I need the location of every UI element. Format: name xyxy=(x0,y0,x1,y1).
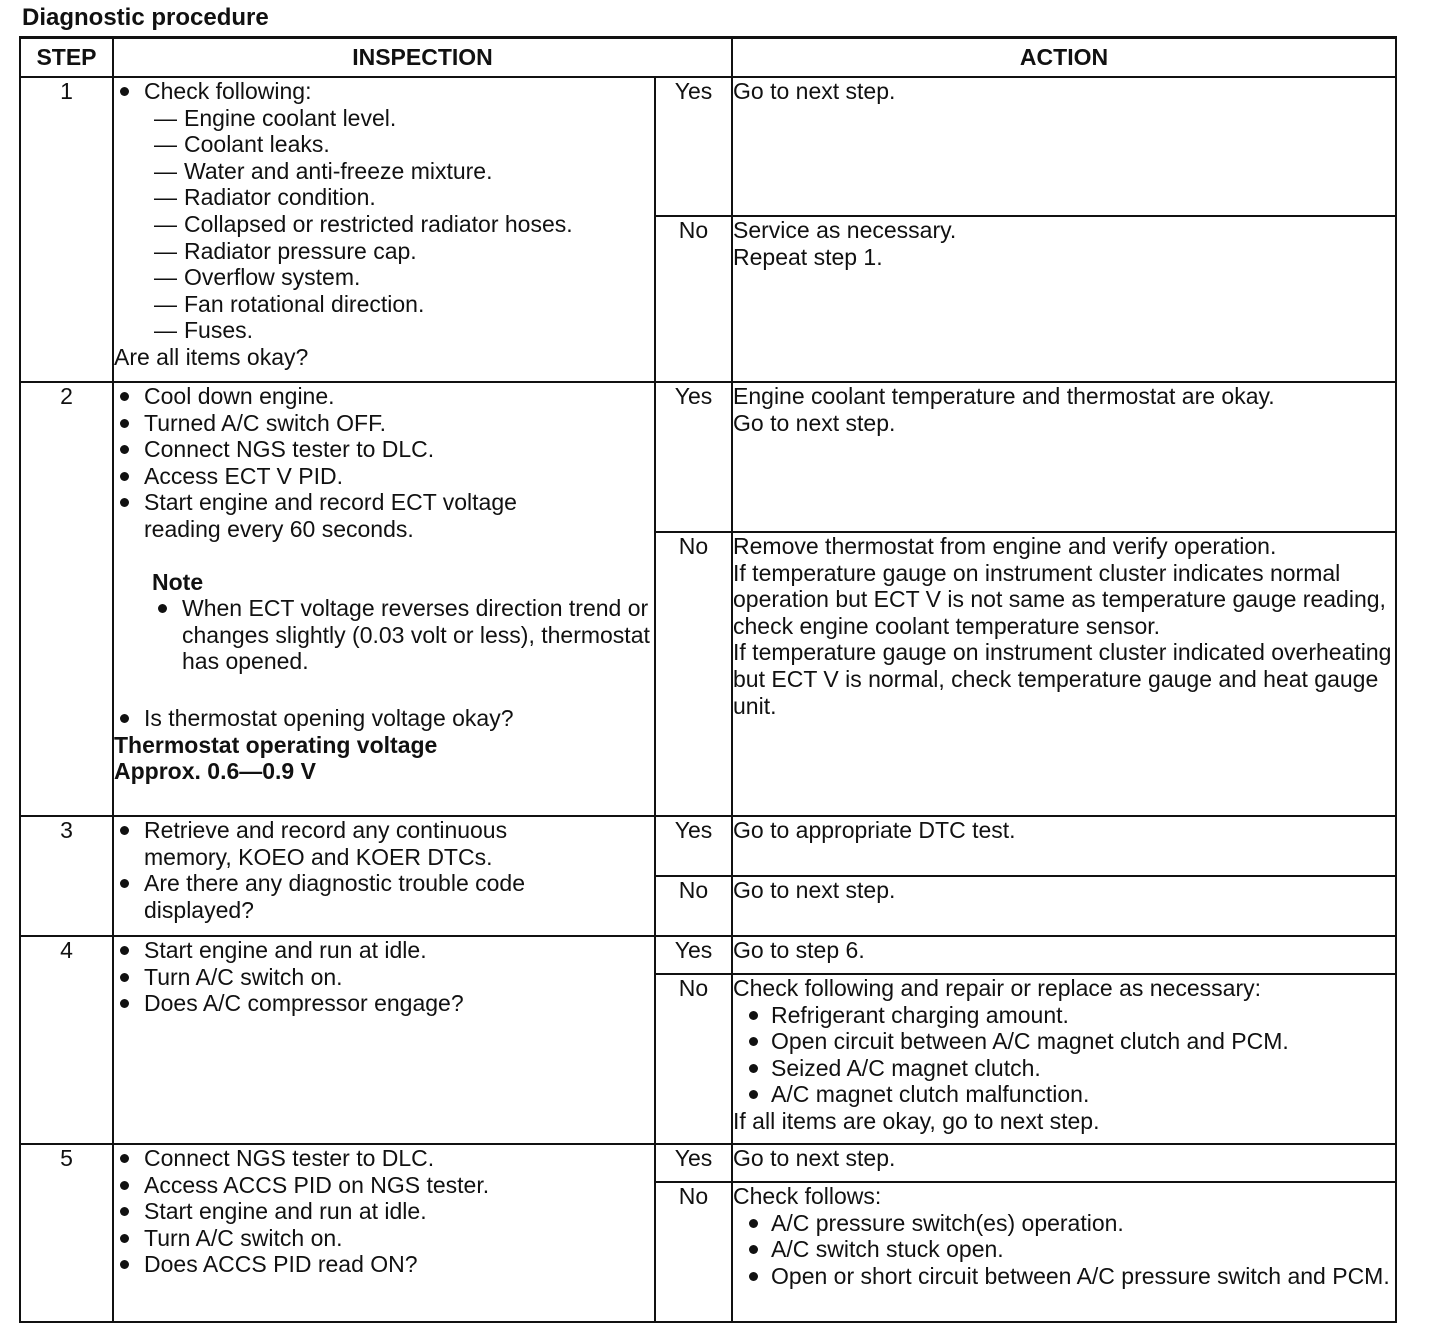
step-number: 3 xyxy=(20,816,113,936)
no-action xyxy=(732,1182,1396,1322)
list-item: Are there any diagnostic trouble code displayed? xyxy=(114,870,654,923)
list-item: Open circuit between A/C magnet clutch and PCM. xyxy=(741,1028,1395,1055)
note-title: Note xyxy=(152,568,204,595)
list-item: Cool down engine. xyxy=(114,383,654,410)
bullet-list xyxy=(114,1145,654,1278)
spec-title: Thermostat operating voltage xyxy=(114,731,438,758)
list-item: Connect NGS tester to DLC. xyxy=(114,436,654,463)
bullet-list xyxy=(114,937,654,1017)
action-line: Check following and repair or replace as necessary: xyxy=(733,975,1262,1001)
note-list xyxy=(152,595,654,675)
list-item: — Engine coolant level. xyxy=(154,105,654,132)
yes-action: Go to next step. xyxy=(732,77,1396,216)
action-line: Remove thermostat from engine and verify operation. xyxy=(733,533,1277,559)
action-line: If temperature gauge on instrument cluster indicates normal operation but ECT V is not same as temperature gauge reading, check engine coolant temperature sensor. xyxy=(733,559,1386,639)
yes-action: Go to step 6. xyxy=(732,936,1396,974)
list-item: Open or short circuit between A/C pressure switch and PCM. xyxy=(741,1263,1395,1290)
yes-label: Yes xyxy=(655,936,732,974)
action-line: Go to next step. xyxy=(733,409,896,436)
step-number: 4 xyxy=(20,936,113,1144)
header-inspection: INSPECTION xyxy=(113,38,732,78)
step-number: 2 xyxy=(20,382,113,816)
list-item: A/C magnet clutch malfunction. xyxy=(741,1081,1395,1108)
list-item: Start engine and record ECT voltage reading every 60 seconds. xyxy=(114,489,654,542)
action-line: Service as necessary. xyxy=(733,217,957,243)
step-number: 1 xyxy=(20,77,113,382)
list-item: — Radiator pressure cap. xyxy=(154,238,654,265)
header-row xyxy=(20,38,1396,78)
list-item: Access ECT V PID. xyxy=(114,463,654,490)
step-1-inspection xyxy=(113,77,655,382)
action-line: If temperature gauge on instrument cluster indicated overheating but ECT V is normal, check temperature gauge and heat gauge unit. xyxy=(733,639,1392,719)
note-item: When ECT voltage reverses direction trend or changes slightly (0.03 volt or less), thermostat has opened. xyxy=(152,595,654,675)
list-item: A/C pressure switch(es) operation. xyxy=(741,1210,1395,1237)
list-item: Start engine and run at idle. xyxy=(114,937,654,964)
bullet-list xyxy=(114,383,654,543)
yes-label: Yes xyxy=(655,77,732,216)
list-item: — Fan rotational direction. xyxy=(154,291,654,318)
no-label: No xyxy=(655,532,732,816)
step-4-inspection xyxy=(113,936,655,1144)
list-item: — Fuses. xyxy=(154,317,654,344)
action-list xyxy=(733,1002,1395,1108)
yes-label: Yes xyxy=(655,1144,732,1182)
action-line: Repeat step 1. xyxy=(733,243,883,270)
step-5-inspection xyxy=(113,1144,655,1322)
question: Is thermostat opening voltage okay? xyxy=(114,705,654,732)
diagnostic-table xyxy=(19,36,1397,1323)
yes-action: Go to appropriate DTC test. xyxy=(732,816,1396,876)
no-label: No xyxy=(655,1182,732,1322)
step-3-inspection xyxy=(113,816,655,936)
list-item: Connect NGS tester to DLC. xyxy=(114,1145,654,1172)
no-label: No xyxy=(655,974,732,1144)
list-item: — Collapsed or restricted radiator hoses. xyxy=(154,211,654,238)
no-action xyxy=(732,974,1396,1144)
spec-value: Approx. 0.6—0.9 V xyxy=(114,758,316,785)
bullet-list xyxy=(114,78,654,105)
action-line: If all items are okay, go to next step. xyxy=(733,1107,1100,1134)
list-item: Turn A/C switch on. xyxy=(114,964,654,991)
list-item: Access ACCS PID on NGS tester. xyxy=(114,1172,654,1199)
list-item: Turn A/C switch on. xyxy=(114,1225,654,1252)
bullet-list xyxy=(114,705,654,732)
step-3-yes-row xyxy=(20,816,1396,876)
list-item: Turned A/C switch OFF. xyxy=(114,410,654,437)
header-step: STEP xyxy=(20,38,113,78)
yes-action xyxy=(732,382,1396,532)
list-item: — Coolant leaks. xyxy=(154,131,654,158)
header-action: ACTION xyxy=(732,38,1396,78)
list-item: Check following: xyxy=(114,78,654,105)
check-list xyxy=(114,105,654,344)
step-number: 5 xyxy=(20,1144,113,1322)
no-label: No xyxy=(655,216,732,382)
action-line: Engine coolant temperature and thermostat are okay. xyxy=(733,383,1275,409)
no-action xyxy=(732,216,1396,382)
no-label: No xyxy=(655,876,732,936)
step-1-yes-row xyxy=(20,77,1396,216)
no-action: Go to next step. xyxy=(732,876,1396,936)
step-4-yes-row xyxy=(20,936,1396,974)
step-2-yes-row xyxy=(20,382,1396,532)
action-line: Check follows: xyxy=(733,1183,882,1209)
no-action xyxy=(732,532,1396,816)
list-item: — Radiator condition. xyxy=(154,184,654,211)
list-item: A/C switch stuck open. xyxy=(741,1236,1395,1263)
list-item: Does ACCS PID read ON? xyxy=(114,1251,654,1278)
yes-action: Go to next step. xyxy=(732,1144,1396,1182)
bullet-list xyxy=(114,817,654,923)
question: Are all items okay? xyxy=(114,343,309,370)
list-item: Start engine and run at idle. xyxy=(114,1198,654,1225)
list-item: — Water and anti-freeze mixture. xyxy=(154,158,654,185)
action-list xyxy=(733,1210,1395,1290)
list-item: Refrigerant charging amount. xyxy=(741,1002,1395,1029)
page-title: Diagnostic procedure xyxy=(22,4,269,31)
list-item: Does A/C compressor engage? xyxy=(114,990,654,1017)
list-item: Seized A/C magnet clutch. xyxy=(741,1055,1395,1082)
list-item: — Overflow system. xyxy=(154,264,654,291)
yes-label: Yes xyxy=(655,382,732,532)
list-item: Retrieve and record any continuous memory, KOEO and KOER DTCs. xyxy=(114,817,654,870)
step-2-inspection xyxy=(113,382,655,816)
step-5-yes-row xyxy=(20,1144,1396,1182)
yes-label: Yes xyxy=(655,816,732,876)
